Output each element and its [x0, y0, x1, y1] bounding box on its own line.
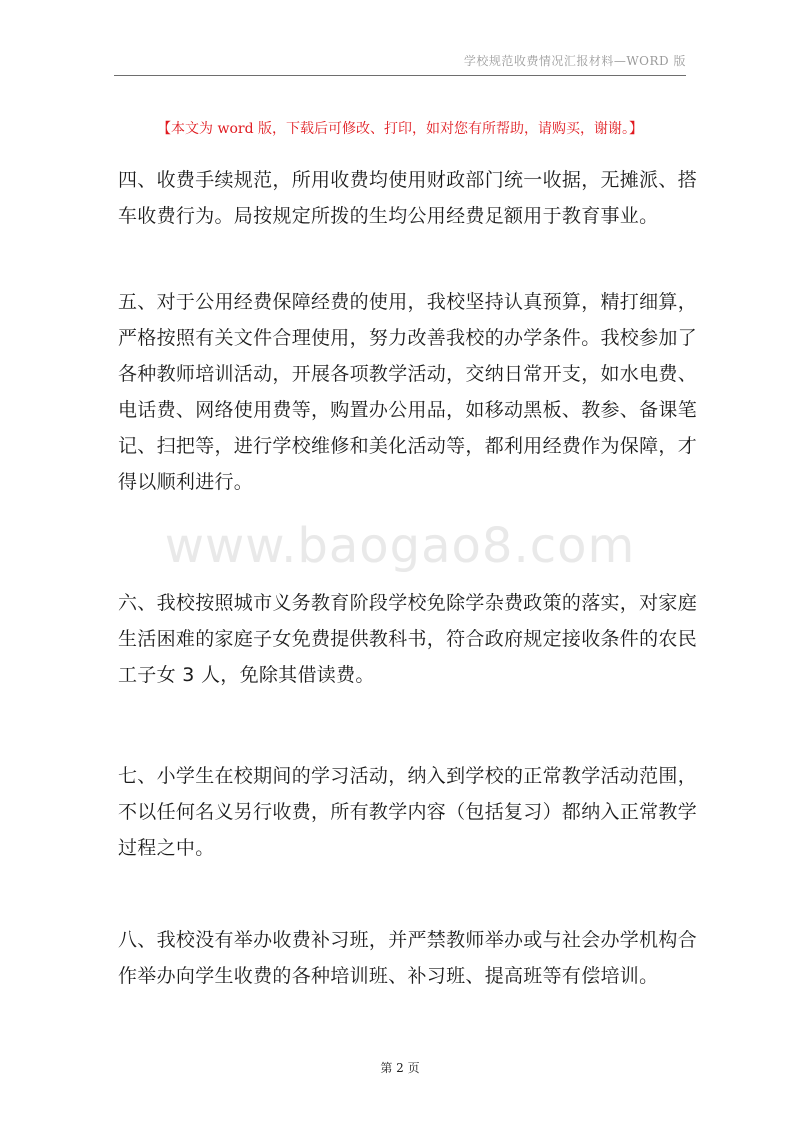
paragraph-line: 工子女 3 人，免除其借读费。: [118, 664, 375, 686]
paragraph-line: 严格按照有关文件合理使用，努力改善我校的办学条件。我校参加了: [118, 327, 698, 349]
paragraph-section-7: [118, 758, 698, 866]
paragraph-section-5: [118, 284, 698, 500]
header-divider: [114, 75, 686, 76]
header-title: 学校规范收费情况汇报材料—WORD 版: [463, 54, 686, 68]
paragraph-section-6: [118, 585, 698, 693]
paragraph-section-8: [118, 922, 698, 994]
watermark: www.baogao8.com: [164, 518, 636, 574]
paragraph-line: 记、扫把等，进行学校维修和美化活动等，都利用经费作为保障，才: [118, 435, 698, 457]
paragraph-line: 得以顺利进行。: [118, 471, 254, 493]
purchase-notice: 【本文为 word 版，下载后可修改、打印，如对您有所帮助，请购买，谢谢。】: [157, 121, 643, 137]
paragraph-line: 五、对于公用经费保障经费的使用，我校坚持认真预算，精打细算，: [118, 291, 698, 313]
page-number: 第 2 页: [380, 1061, 420, 1075]
paragraph-line: 四、收费手续规范，所用收费均使用财政部门统一收据，无摊派、搭: [118, 169, 698, 191]
paragraph-section-4: [118, 162, 698, 234]
paragraph-line: 生活困难的家庭子女免费提供教科书，符合政府规定接收条件的农民: [118, 628, 698, 650]
paragraph-line: 六、我校按照城市义务教育阶段学校免除学杂费政策的落实，对家庭: [118, 592, 698, 614]
paragraph-line: 车收费行为。局按规定所拨的生均公用经费足额用于教育事业。: [118, 205, 659, 227]
paragraph-line: 各种教师培训活动，开展各项教学活动，交纳日常开支，如水电费、: [118, 363, 698, 385]
paragraph-line: 过程之中。: [118, 837, 215, 859]
paragraph-line: 八、我校没有举办收费补习班，并严禁教师举办或与社会办学机构合: [118, 929, 698, 951]
paragraph-line: 作举办向学生收费的各种培训班、补习班、提高班等有偿培训。: [118, 965, 659, 987]
paragraph-line: 电话费、网络使用费等，购置办公用品，如移动黑板、教参、备课笔: [118, 399, 698, 421]
paragraph-line: 七、小学生在校期间的学习活动，纳入到学校的正常教学活动范围，: [118, 765, 698, 787]
paragraph-line: 不以任何名义另行收费，所有教学内容（包括复习）都纳入正常教学: [118, 801, 698, 823]
